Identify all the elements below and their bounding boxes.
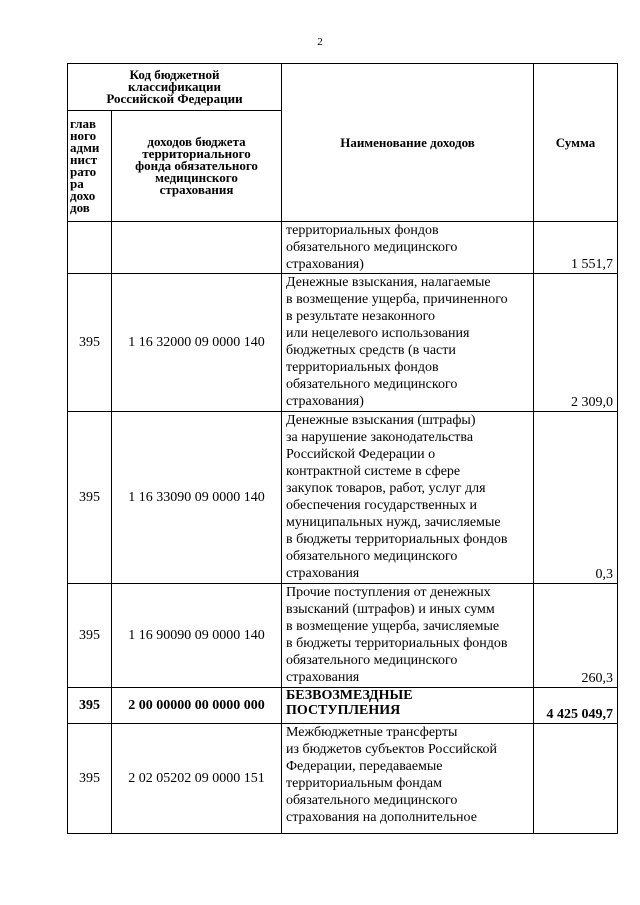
cell-name — [282, 584, 534, 688]
name-line: в результате незаконного — [286, 309, 436, 324]
header-admin-line: дов — [70, 200, 90, 215]
name-line: Межбюджетные трансферты — [286, 725, 458, 740]
header-group-line: классификации — [127, 79, 222, 94]
cell-code: 1 16 33090 09 0000 140 — [112, 412, 282, 584]
name-line: обязательного медицинского — [286, 240, 458, 255]
name-line: страхования) — [286, 394, 364, 409]
header-income-code — [112, 111, 282, 222]
table-row — [68, 412, 618, 584]
budget-table — [67, 63, 618, 834]
name-line: бюджетных средств (в части — [286, 343, 456, 358]
cell-code: 2 02 05202 09 0000 151 — [112, 724, 282, 834]
name-line: Денежные взыскания (штрафы) — [286, 413, 476, 428]
name-line: территориальным фондам — [286, 776, 442, 791]
name-line: ПОСТУПЛЕНИЯ — [286, 703, 401, 718]
header-code-line: территориального — [142, 146, 251, 161]
name-line: взысканий (штрафов) и иных сумм — [286, 602, 495, 617]
name-line: Федерации, передаваемые — [286, 759, 443, 774]
cell-admin: 395 — [68, 724, 112, 834]
name-line: страхования на дополнительное — [286, 810, 477, 825]
name-line: страхования — [286, 566, 360, 581]
cell-sum — [534, 724, 618, 834]
name-line: за нарушение законодательства — [286, 430, 474, 445]
cell-name — [282, 412, 534, 584]
header-budget-code-group — [68, 64, 282, 111]
name-line: в бюджеты территориальных фондов — [286, 636, 508, 651]
header-group-line: Код бюджетной — [129, 67, 220, 82]
table-row — [68, 584, 618, 688]
name-line: БЕЗВОЗМЕЗДНЫЕ — [286, 688, 413, 703]
cell-sum: 0,3 — [534, 412, 618, 584]
header-group-line: Российской Федерации — [106, 91, 243, 106]
cell-name — [282, 222, 534, 274]
cell-code: 1 16 32000 09 0000 140 — [112, 274, 282, 412]
table-row — [68, 724, 618, 834]
header-code-line: фонда обязательного — [135, 158, 258, 173]
name-line: контрактной системе в сфере — [286, 464, 461, 479]
table-row — [68, 274, 618, 412]
header-chief-administrator — [68, 111, 112, 222]
header-admin-line: рато — [70, 164, 97, 179]
name-line: закупок товаров, работ, услуг для — [286, 481, 486, 496]
header-admin-line: нист — [70, 152, 98, 167]
header-admin-line: дохо — [70, 188, 96, 203]
name-line: в возмещение ущерба, зачисляемые — [286, 619, 500, 634]
page-number: 2 — [317, 36, 323, 48]
header-sum: Сумма — [534, 64, 618, 222]
name-line: страхования — [286, 670, 360, 685]
name-line: страхования) — [286, 257, 364, 272]
header-admin-line: ра — [70, 176, 84, 191]
table-row — [68, 222, 618, 274]
name-line: Российской Федерации о — [286, 447, 436, 462]
name-line: обеспечения государственных и — [286, 498, 477, 513]
cell-sum — [534, 274, 618, 412]
header-admin-line: адми — [70, 140, 100, 155]
cell-name — [282, 688, 534, 724]
name-line: обязательного медицинского — [286, 653, 458, 668]
name-line: Прочие поступления от денежных — [286, 585, 491, 600]
cell-sum: 4 425 049,7 — [534, 688, 618, 724]
name-line: обязательного медицинского — [286, 793, 458, 808]
sum-value: 2 309,0 — [571, 395, 613, 410]
cell-admin — [68, 222, 112, 274]
cell-admin: 395 — [68, 584, 112, 688]
cell-admin: 395 — [68, 412, 112, 584]
header-code-line: страхования — [159, 182, 234, 197]
cell-sum: 1 551,7 — [534, 222, 618, 274]
name-line: из бюджетов субъектов Российской — [286, 742, 497, 757]
header-income-name: Наименование доходов — [282, 64, 534, 222]
cell-code: 2 00 00000 00 0000 000 — [112, 688, 282, 724]
cell-code — [112, 222, 282, 274]
header-code-line: медицинского — [155, 170, 238, 185]
header-row-group — [68, 64, 618, 111]
name-line: или нецелевого использования — [286, 326, 470, 341]
table-row-total — [68, 688, 618, 724]
name-line: обязательного медицинского — [286, 549, 458, 564]
cell-admin: 395 — [68, 688, 112, 724]
name-line: в возмещение ущерба, причиненного — [286, 292, 508, 307]
name-line: в бюджеты территориальных фондов — [286, 532, 508, 547]
name-line: Денежные взыскания, налагаемые — [286, 275, 491, 290]
cell-code: 1 16 90090 09 0000 140 — [112, 584, 282, 688]
cell-admin: 395 — [68, 274, 112, 412]
cell-name — [282, 724, 534, 834]
name-line: муниципальных нужд, зачисляемые — [286, 515, 501, 530]
name-line: обязательного медицинского — [286, 377, 458, 392]
name-line: территориальных фондов — [286, 360, 439, 375]
header-admin-line: глав — [70, 116, 97, 131]
cell-sum: 260,3 — [534, 584, 618, 688]
name-line: территориальных фондов — [286, 223, 439, 238]
header-admin-line: ного — [70, 128, 97, 143]
cell-name — [282, 274, 534, 412]
header-code-line: доходов бюджета — [147, 134, 246, 149]
